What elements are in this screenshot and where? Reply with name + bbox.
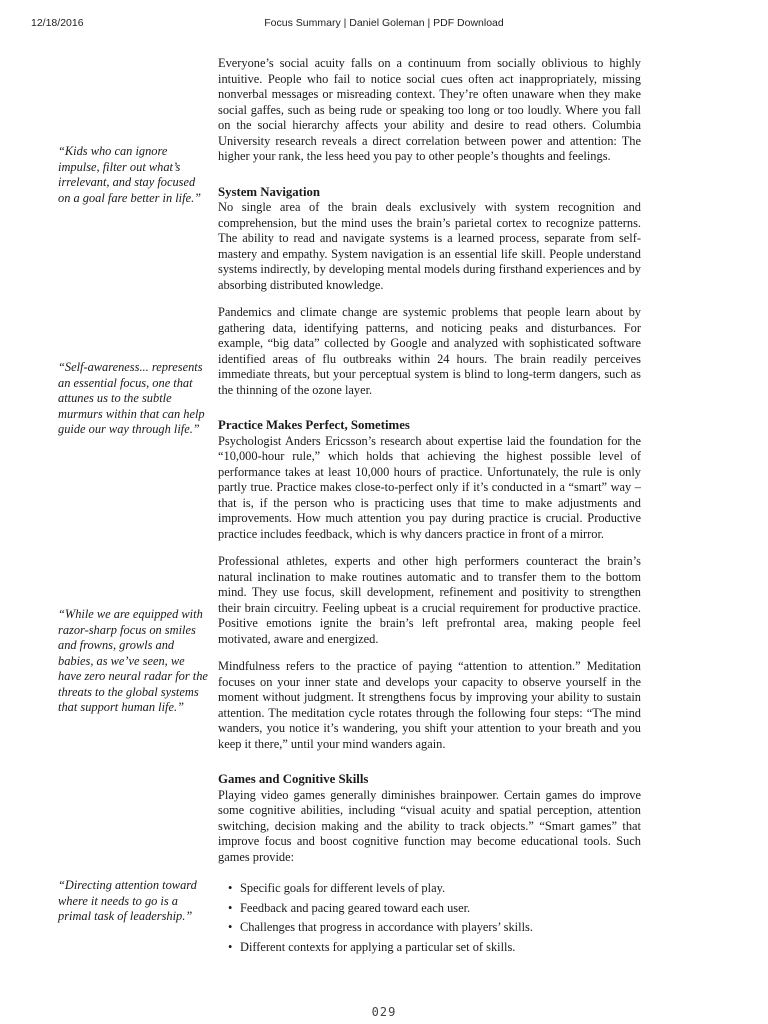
paragraph-system-navigation-2: Pandemics and climate change are systemic problems that people learn about by gathering data, identifying patterns, and noticing peaks and disturbances. For example, “big data” collected by Google and analyzed with sophisticated software identified areas of flu outbreaks within 24 hours. The brain readily perceives immediate threats, but your perceptual system is blind to long-term dangers, such as the thinning of the ozone layer.	[218, 305, 641, 397]
heading-games: Games and Cognitive Skills	[218, 772, 369, 786]
paragraph-social-acuity: Everyone’s social acuity falls on a continuum from socially oblivious to highly intuitive. People who fail to notice social cues often act inappropriately, missing nonverbal messages or misreading context. They’re often unaware when they make social gaffes, such as being rude or speaking too long or too loudly. Where you fall on the social hierarchy affects your ability and desire to read others. Columbia University research reveals a direct correlation between power and attention: The higher your rank, the less heed you pay to other people’s thoughts and feelings.	[218, 56, 641, 163]
list-item: • Challenges that progress in accordance with players’ skills.	[228, 920, 533, 934]
list-item: • Feedback and pacing geared toward each user.	[228, 900, 471, 915]
pull-quote-3: “While we are equipped with razor-sharp focus on smiles and frowns, growls and babies, as we’ve seen, we have zero neural radar for the threats to the global systems that support human life.”	[58, 607, 208, 714]
print-date: 12/18/2016	[31, 17, 84, 29]
page-number: 029	[371, 1005, 397, 1019]
bullet-icon: •	[228, 900, 233, 915]
pull-quote-2: “Self-awareness... represents an essential focus, one that attunes us to the subtle murmurs within that can help guide our way through life.”	[58, 360, 205, 436]
games-bullet-list	[218, 881, 641, 955]
list-item: • Specific goals for different levels of play.	[228, 881, 446, 895]
page-header-title: Focus Summary | Daniel Goleman | PDF Download	[264, 17, 504, 29]
bullet-icon: •	[228, 939, 233, 954]
heading-system-navigation: System Navigation	[218, 184, 321, 199]
paragraph-mindfulness: Mindfulness refers to the practice of paying “attention to attention.” Meditation focuses on your inner state and develops your capacity to observe yourself in the moment without judgment. It strengthens focus by improving your ability to sustain attention. The meditation cycle rotates through the following four steps: “The mind wanders, you notice it’s wandering, you shift your attention to your breath and you keep it there,” until your mind wanders again.	[218, 659, 641, 751]
bullet-icon: •	[228, 881, 233, 895]
paragraph-system-navigation-1: No single area of the brain deals exclusively with system recognition and comprehension, but the mind uses the brain’s parietal cortex to recognize patterns. The ability to read and navigate systems is a learned process, separate from self-mastery and empathy. System navigation is an essential life skill. People understand systems indirectly, by developing mental models during firsthand experiences and by absorbing distributed knowledge.	[218, 200, 641, 292]
list-item: • Different contexts for applying a particular set of skills.	[228, 939, 516, 954]
bullet-icon: •	[228, 920, 233, 934]
paragraph-practice-2: Professional athletes, experts and other high performers counteract the brain’s natural inclination to make routines automatic and to transfer them to the bottom mind. They use focus, skill development, refinement and positivity to strengthen their brain circuitry. Feeling upbeat is a crucial requirement for productive practice. Positive emotions ignite the brain’s left prefrontal area, making people feel motivated, aware and energized.	[218, 554, 641, 646]
pull-quote-1: “Kids who can ignore impulse, filter out what’s irrelevant, and stay focused on a goal fare better in life.”	[58, 144, 202, 205]
pull-quote-4: “Directing attention toward where it needs to go is a primal task of leadership.”	[58, 878, 197, 923]
heading-practice: Practice Makes Perfect, Sometimes	[218, 418, 410, 432]
paragraph-games: Playing video games generally diminishes brainpower. Certain games do improve some cognitive abilities, including “visual acuity and spatial perception, attention switching, decision making and the ability to track objects.” “Smart games” that improve focus and boost cognitive function may become educational tools. Such games provide:	[218, 787, 641, 864]
main-text-column	[218, 56, 641, 959]
paragraph-practice-1: Psychologist Anders Ericsson’s research about expertise laid the foundation for the “10,000-hour rule,” which holds that achieving the highest possible level of performance takes at least 10,000 hours of practice. Unfortunately, the rule is only partly true. Practice makes close-to-perfect only if it’s conducted in a “smart” way – that is, if the person who is practicing uses that time to make adjustments and improvements. How much attention you pay during practice is crucial. Productive practice includes feedback, which is why dancers practice in front of a mirror.	[218, 433, 641, 541]
